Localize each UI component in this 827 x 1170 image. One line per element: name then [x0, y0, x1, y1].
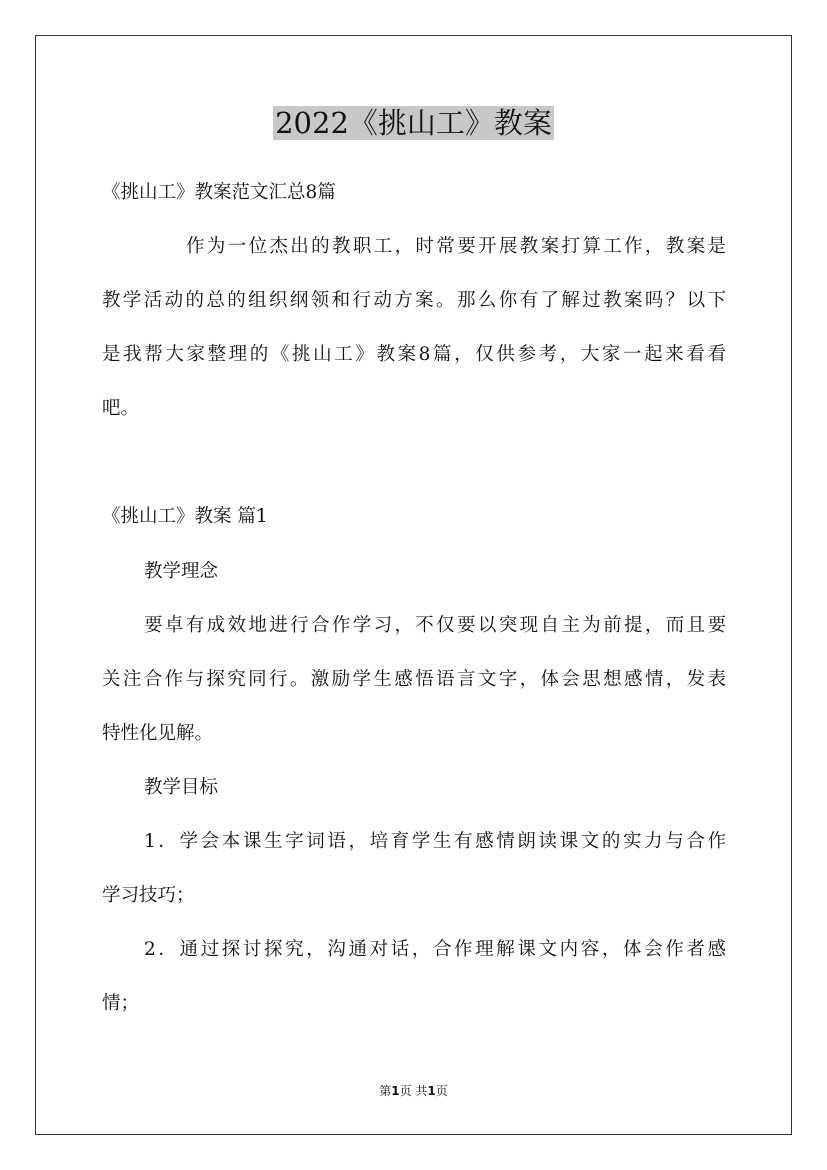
- intro-line-3: 是我帮大家整理的《挑山工》教案8篇，仅供参考，大家一起来看看: [102, 344, 726, 365]
- concept-heading: 教学理念: [144, 561, 219, 582]
- goal1-line-1: 1．学会本课生字词语，培育学生有感情朗读课文的实力与合作: [144, 831, 726, 852]
- footer-current-page: 1: [391, 1084, 400, 1098]
- intro-line-4: 吧。: [102, 398, 140, 419]
- footer-mid: 页 共: [399, 1084, 428, 1098]
- document-title: [0, 102, 827, 144]
- footer-prefix: 第: [379, 1084, 392, 1098]
- document-subtitle: 《挑山工》教案范文汇总8篇: [102, 182, 336, 203]
- page-footer: [0, 1083, 827, 1099]
- footer-total-pages: 1: [427, 1084, 436, 1098]
- document-title-text: 2022《挑山工》教案: [275, 106, 552, 140]
- footer-suffix: 页: [435, 1084, 448, 1098]
- intro-line-2: 教学活动的总的组织纲领和行动方案。那么你有了解过教案吗？以下: [102, 290, 726, 311]
- goal1-line-2: 学习技巧；: [102, 885, 195, 906]
- goal2-line-2: 情；: [102, 993, 140, 1014]
- concept-line-1: 要卓有成效地进行合作学习，不仅要以突现自主为前提，而且要: [144, 615, 726, 636]
- concept-line-3: 特性化见解。: [102, 723, 214, 744]
- concept-line-2: 关注合作与探究同行。激励学生感悟语言文字，体会思想感情，发表: [102, 669, 726, 690]
- section1-heading: 《挑山工》教案 篇1: [102, 506, 268, 527]
- goals-heading: 教学目标: [144, 777, 219, 798]
- intro-line-1: 作为一位杰出的教职工，时常要开展教案打算工作，教案是: [186, 236, 726, 257]
- goal2-line-1: 2．通过探讨探究，沟通对话，合作理解课文内容，体会作者感: [144, 939, 726, 960]
